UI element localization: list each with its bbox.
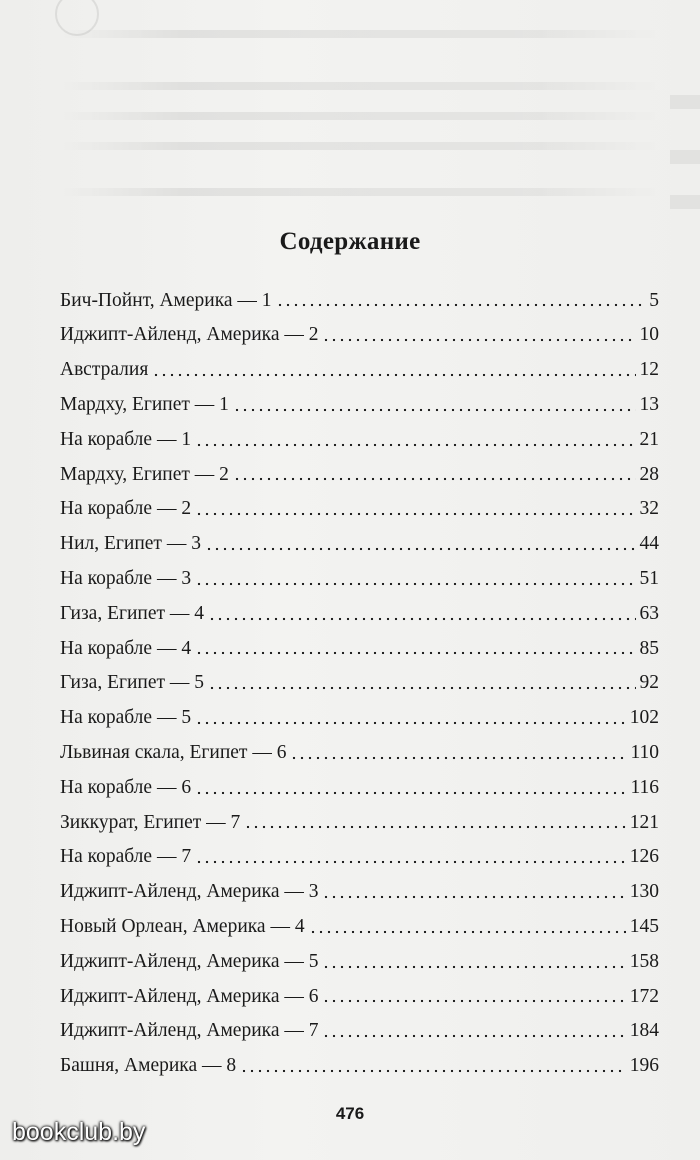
toc-entry-title: Башня, Америка — 8 [60, 1055, 237, 1077]
toc-entry-page: 126 [629, 846, 659, 868]
toc-entry-title: Новый Орлеан, Америка — 4 [60, 915, 305, 937]
dot-leader [195, 721, 626, 725]
dot-leader [233, 477, 636, 481]
toc-entry-page: 116 [630, 776, 659, 798]
toc-entry-page: 44 [639, 533, 659, 555]
toc-entry [60, 283, 659, 318]
toc-entry-page: 63 [639, 602, 659, 624]
toc-entry [60, 527, 659, 562]
toc-entry [60, 1049, 659, 1084]
dot-leader [309, 930, 626, 934]
toc-entry-page: 21 [639, 428, 659, 450]
toc-entry-page: 121 [629, 811, 659, 833]
toc-entry-page: 32 [639, 498, 659, 520]
dot-leader [240, 1069, 626, 1073]
dot-leader [195, 651, 635, 655]
dot-leader [322, 999, 625, 1003]
toc-entry [60, 875, 659, 910]
toc-entry-title: Нил, Египет — 3 [60, 533, 201, 555]
toc-entry [60, 596, 659, 631]
toc-entry-title: На корабле — 6 [60, 776, 192, 798]
toc-entry-title: На корабле — 4 [60, 637, 192, 659]
toc-entry [60, 422, 659, 457]
toc-entry-page: 92 [639, 672, 659, 694]
toc-entry-page: 196 [629, 1055, 659, 1077]
toc-entry [60, 387, 659, 422]
toc-entry [60, 805, 659, 840]
toc-entry [60, 353, 659, 388]
dot-leader [244, 825, 625, 829]
dot-leader [322, 895, 625, 899]
toc-entry-title: На корабле — 7 [60, 846, 192, 868]
toc-entry [60, 631, 659, 666]
toc-entry-page: 130 [629, 881, 659, 903]
toc-entry [60, 492, 659, 527]
dot-leader [208, 686, 635, 690]
toc-entry [60, 1014, 659, 1049]
toc-entry [60, 909, 659, 944]
page-edge-shadow [670, 195, 700, 209]
bleedthrough-line [60, 30, 660, 38]
bleedthrough-line [60, 188, 660, 196]
toc-entry [60, 318, 659, 353]
toc-entry-page: 51 [639, 568, 659, 590]
site-watermark: bookclub.by [12, 1118, 146, 1146]
dot-leader [152, 373, 635, 377]
bleedthrough-line [60, 142, 660, 150]
toc-entry-title: Мардху, Египет — 1 [60, 394, 229, 416]
toc-entry-page: 85 [639, 637, 659, 659]
toc-entry-title: Зиккурат, Египет — 7 [60, 811, 241, 833]
dot-leader [322, 338, 635, 342]
toc-entry-title: Гиза, Египет — 5 [60, 672, 205, 694]
dot-leader [233, 408, 636, 412]
dot-leader [290, 756, 626, 760]
dot-leader [322, 1034, 625, 1038]
toc-entry-title: Львиная скала, Египет — 6 [60, 742, 287, 763]
bleedthrough-line [60, 82, 660, 90]
toc-entry-title: Иджипт-Айленд, Америка — 7 [60, 1020, 319, 1042]
dot-leader [208, 617, 635, 621]
toc-entry-page: 102 [629, 707, 659, 729]
page-edge-shadow [670, 150, 700, 164]
page-number: 476 [335, 1104, 365, 1123]
toc-entry-page: 12 [639, 359, 659, 381]
toc-entry [60, 840, 659, 875]
toc-entry-title: Иджипт-Айленд, Америка — 3 [60, 881, 319, 903]
toc-entry-page: 110 [630, 742, 659, 763]
bleedthrough-line [60, 112, 660, 120]
toc-entry-title: Иджипт-Айленд, Америка — 6 [60, 985, 319, 1007]
toc-entry-title: Мардху, Египет — 2 [60, 463, 229, 485]
table-of-contents [60, 283, 659, 1083]
toc-entry-title: На корабле — 2 [60, 498, 192, 520]
toc-entry [60, 701, 659, 736]
toc-entry-title: На корабле — 3 [60, 568, 192, 590]
toc-entry-page: 5 [649, 289, 659, 311]
toc-entry [60, 666, 659, 701]
toc-entry-title: На корабле — 5 [60, 707, 192, 729]
toc-entry-title: Иджипт-Айленд, Америка — 2 [60, 324, 319, 346]
dot-leader [276, 303, 646, 307]
toc-entry-page: 145 [629, 915, 659, 937]
toc-entry-title: Иджипт-Айленд, Америка — 5 [60, 950, 319, 972]
dot-leader [195, 791, 626, 795]
toc-entry-title: На корабле — 1 [60, 428, 192, 450]
toc-entry [60, 770, 659, 805]
dot-leader [195, 582, 635, 586]
dot-leader [195, 860, 626, 864]
toc-entry [60, 944, 659, 979]
toc-entry-page: 28 [639, 463, 659, 485]
toc-entry-page: 13 [639, 394, 659, 416]
toc-heading: Содержание [279, 228, 421, 255]
dot-leader [322, 965, 625, 969]
toc-entry-title: Гиза, Египет — 4 [60, 602, 205, 624]
toc-entry-page: 158 [629, 950, 659, 972]
toc-entry-title: Австралия [60, 359, 149, 381]
toc-entry-page: 10 [639, 324, 659, 346]
toc-entry [60, 561, 659, 596]
toc-entry-page: 184 [629, 1020, 659, 1042]
toc-entry-page: 172 [629, 985, 659, 1007]
dot-leader [195, 512, 635, 516]
toc-entry [60, 457, 659, 492]
dot-leader [205, 547, 636, 551]
toc-entry-title: Бич-Пойнт, Америка — 1 [60, 289, 272, 311]
toc-entry [60, 735, 659, 770]
toc-entry [60, 979, 659, 1014]
page-edge-shadow [670, 95, 700, 109]
dot-leader [195, 443, 635, 447]
